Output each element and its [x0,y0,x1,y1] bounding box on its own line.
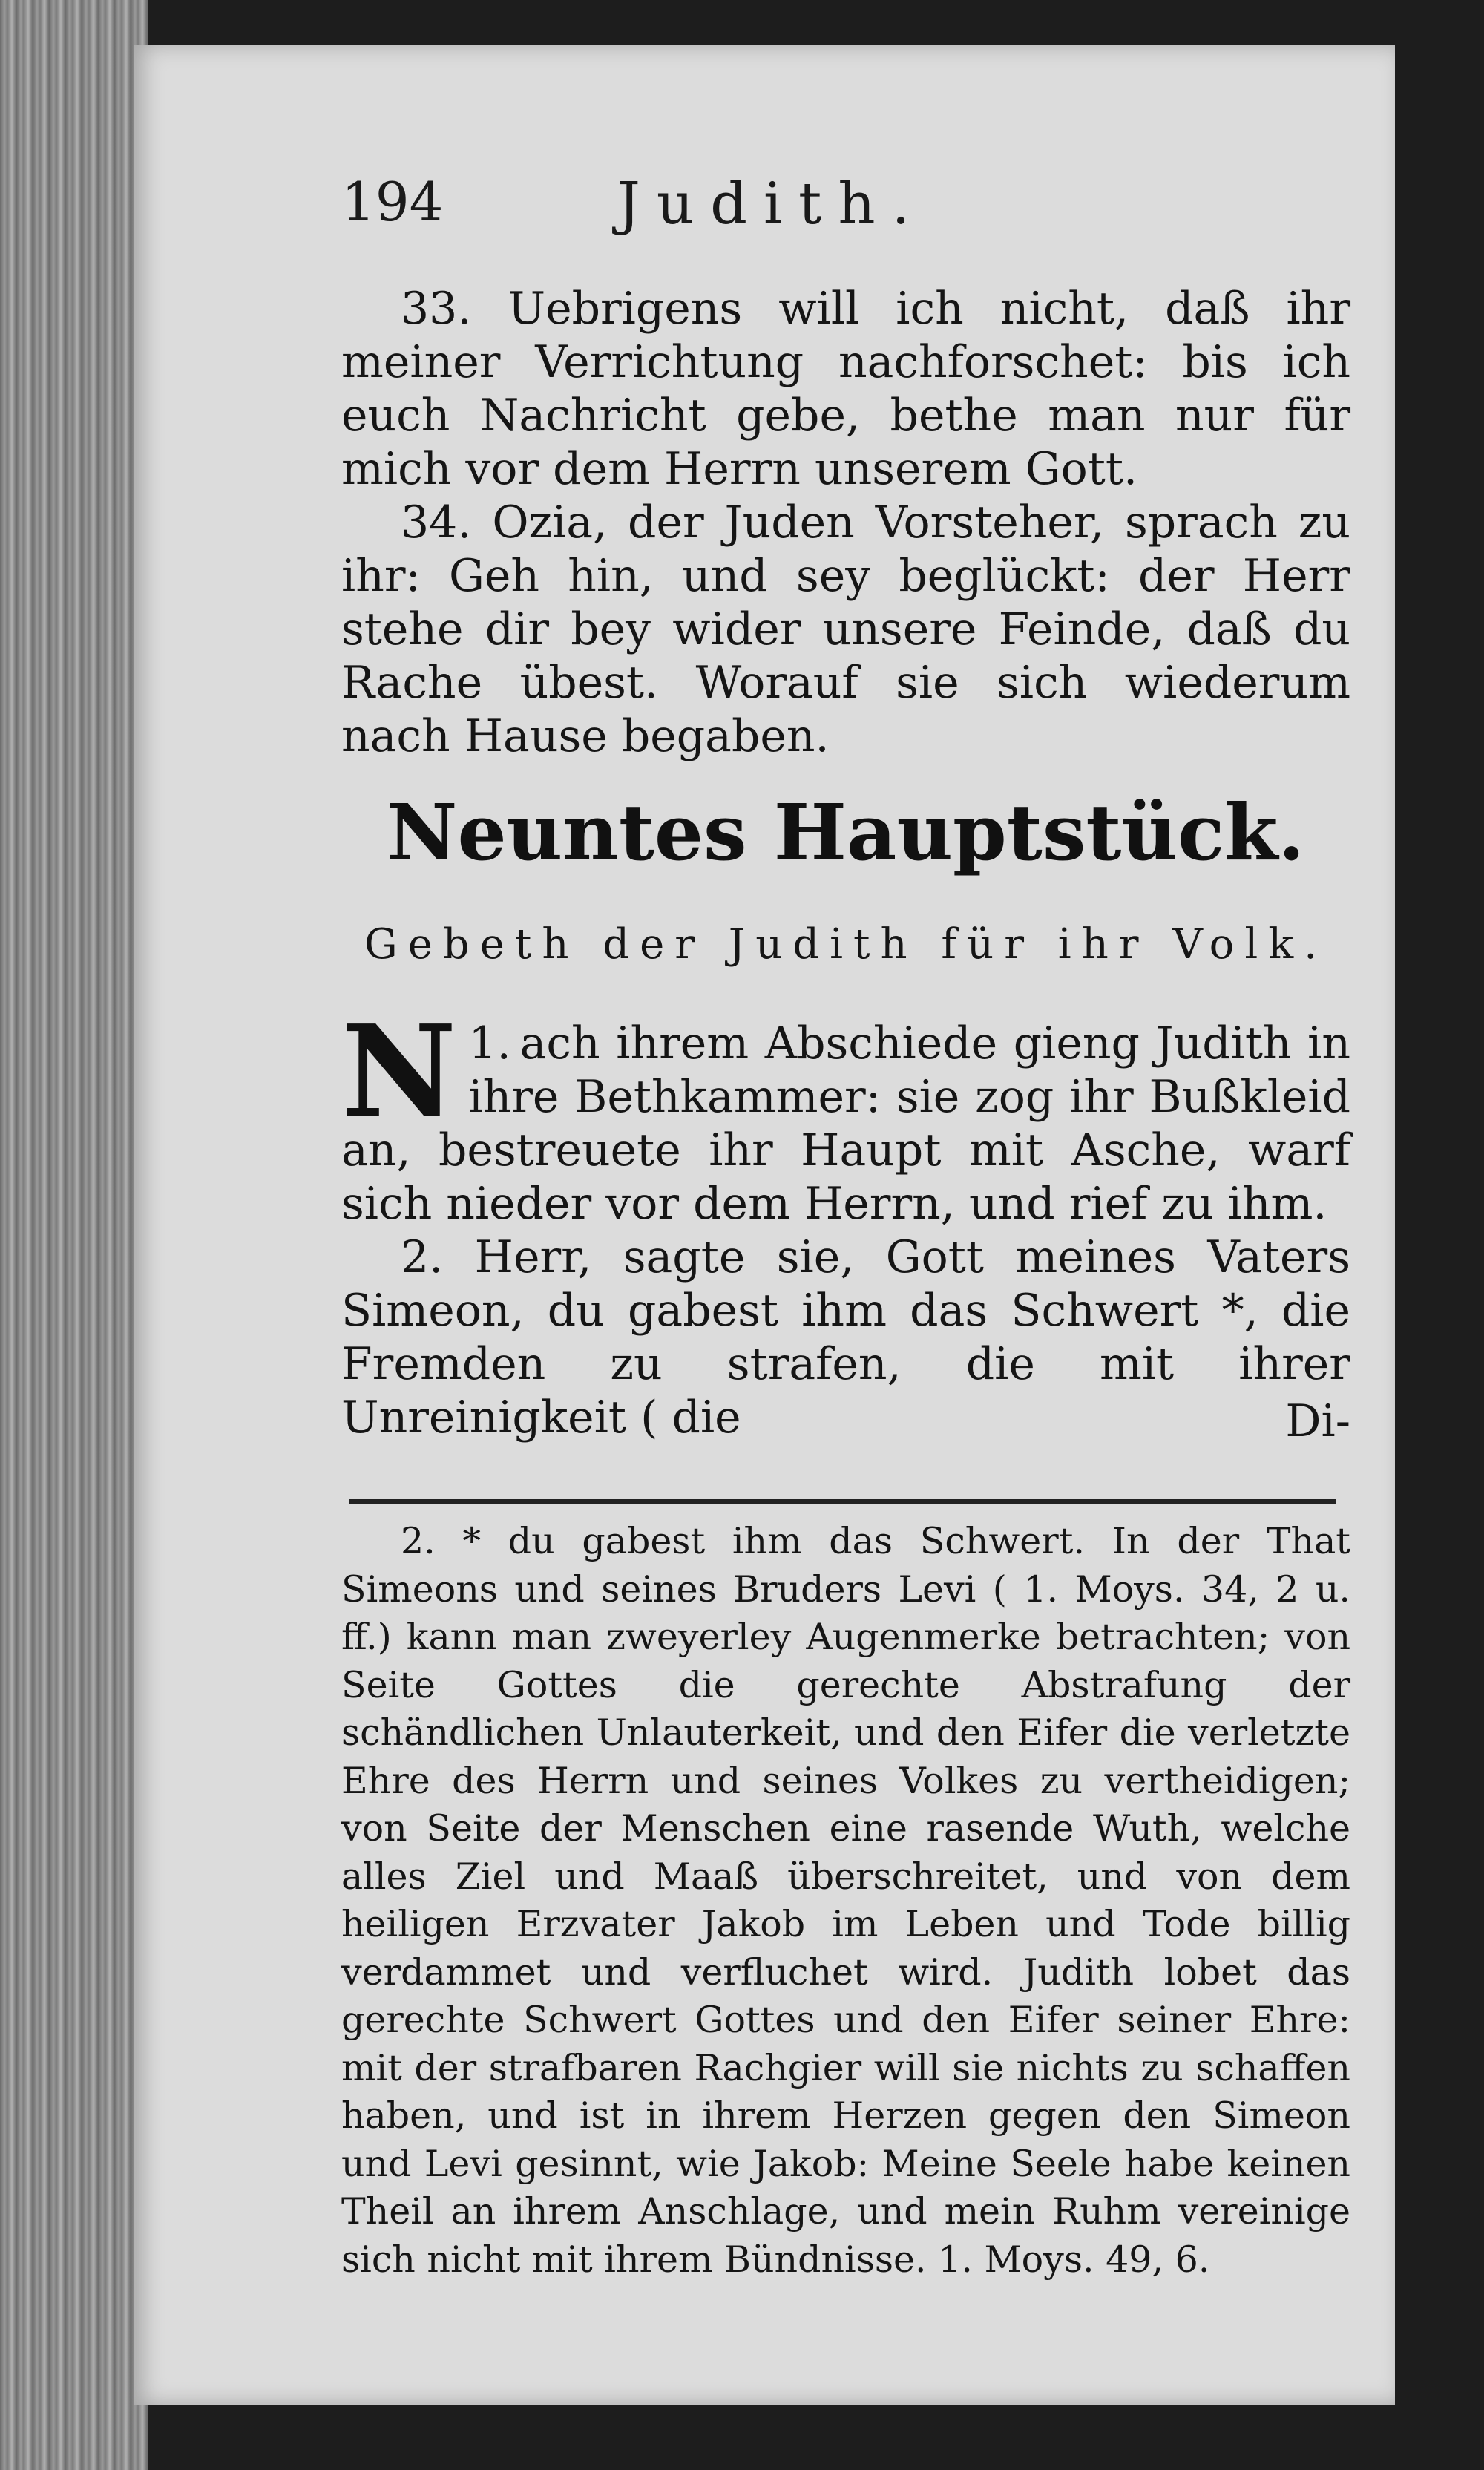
drop-cap: N [341,998,457,1146]
verse-1-text: ach ihrem Abschiede gieng Judith in ihre Bethkammer: sie zog ihr Bußkleid an, bestreuete ihr Haupt mit Asche, warf sich nieder vor dem Herrn, und rief zu ihm. [341,1018,1350,1230]
page-number: 194 [341,171,444,233]
verses-top [341,282,1350,763]
verse-2: 2. Herr, sagte sie, Gott meines Vaters Simeon, du gabest ihm das Schwert *, die Fremden zu strafen, die mit ihrer Unreinigkeit ( die [341,1231,1350,1444]
verse-1 [341,998,1350,1231]
verse-1-number: 1. [468,1018,511,1069]
page-header [208,171,1336,238]
book-fore-edge [0,0,148,2470]
verse-33: 33. Uebrigens will ich nicht, daß ihr meiner Verrichtung nachforschet: bis ich euch Nachricht gebe, bethe man nur für mich vor dem Herrn unserem Gott. [341,283,1350,495]
footnote: 2. * du gabest ihm das Schwert. In der That Simeons und seines Bruders Levi ( 1. Moys. 34, 2 u. ff.) kann man zweyerley Augenmerke betrachten; von Seite Gottes die gerechte Abstrafung der schändlichen Unlauterkeit, und den Eifer die verletzte Ehre des Herrn und seines Volkes zu vertheidigen; von Seite der Menschen eine rasende Wuth, welche alles Ziel und Maaß überschreitet, und von dem heiligen Erzvater Jakob im Leben und Tode billig verdammet und verfluchet wird. Judith lobet das gerechte Schwert Gottes und den Eifer seiner Ehre: mit der strafbaren Rachgier will sie nichts zu schaffen haben, und ist in ihrem Herzen gegen den Simeon und Levi gesinnt, wie Jakob: Meine Seele habe keinen Theil an ihrem Anschlage, und mein Ruhm vereinige sich nicht mit ihrem Bündnisse. 1. Moys. 49, 6. [341,1520,1350,2281]
footnote-rule [349,1499,1336,1504]
chapter-subtitle: Gebeth der Judith für ihr Volk. [364,920,1327,969]
chapter-title: Neuntes Hauptstück. [387,787,1305,878]
catchword: Di- [1285,1395,1350,1447]
verses-main [341,998,1350,1444]
running-head: Judith. [617,171,927,238]
verse-34: 34. Ozia, der Juden Vorsteher, sprach zu ihr: Geh hin, und sey beglückt: der Herr stehe dir bey wider unsere Feinde, daß du Rache übest. Worauf sie sich wiederum nach Hause begaben. [341,497,1350,762]
